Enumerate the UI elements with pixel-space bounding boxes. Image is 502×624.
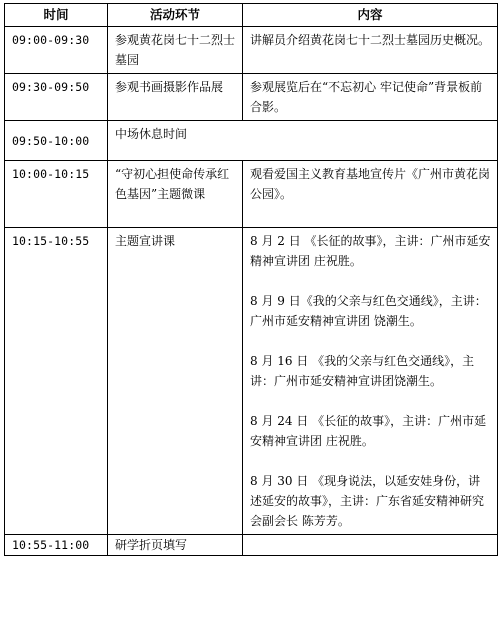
content-cell: 观看爱国主义教育基地宣传片《广州市黄花岗公园》。: [243, 161, 498, 228]
table-row: [5, 535, 498, 556]
table-row: [5, 228, 498, 535]
lecture-item: 8 月 9 日《我的父亲与红色交通线》，主讲：广州市延安精神宣讲团 饶潮生。: [250, 294, 487, 328]
header-row: [5, 4, 498, 27]
schedule-document: [4, 3, 498, 556]
header-content: 内容: [243, 4, 498, 27]
lecture-item: 8 月 2 日 《长征的故事》，主讲：广州市延安精神宣讲团 庄祝胜。: [250, 234, 491, 268]
header-activity: 活动环节: [108, 4, 243, 27]
content-cell: [243, 228, 498, 535]
activity-cell: 研学折页填写: [108, 535, 243, 556]
activity-cell: 参观书画摄影作品展: [108, 74, 243, 121]
schedule-table: [4, 3, 498, 556]
activity-cell: 主题宣讲课: [108, 228, 243, 535]
time-cell: 10:00-10:15: [5, 161, 108, 228]
time-cell: 10:55-11:00: [5, 535, 108, 556]
table-row: [5, 161, 498, 228]
break-cell: 中场休息时间: [108, 121, 498, 161]
content-cell: 参观展览后在“不忘初心 牢记使命”背景板前合影。: [243, 74, 498, 121]
activity-cell: 参观黄花岗七十二烈士墓园: [108, 27, 243, 74]
lecture-item: 8 月 30 日 《现身说法，以延安娃身份，讲述延安的故事》，主讲：广东省延安精神研究会副会长 陈芳芳。: [250, 474, 485, 528]
table-row: [5, 27, 498, 74]
time-cell: 09:00-09:30: [5, 27, 108, 74]
lecture-item: 8 月 16 日 《我的父亲与红色交通线》，主讲：广州市延安精神宣讲团饶潮生。: [250, 354, 475, 388]
table-row: [5, 121, 498, 161]
activity-cell: “守初心担使命传承红色基因”主题微课: [108, 161, 243, 228]
lecture-item: 8 月 24 日 《长征的故事》，主讲：广州市延安精神宣讲团 庄祝胜。: [250, 414, 487, 448]
table-row: [5, 74, 498, 121]
time-cell: 09:50-10:00: [5, 121, 108, 161]
header-time: 时间: [5, 4, 108, 27]
content-cell: 讲解员介绍黄花岗七十二烈士墓园历史概况。: [243, 27, 498, 74]
content-cell: [243, 535, 498, 556]
time-cell: 10:15-10:55: [5, 228, 108, 535]
time-cell: 09:30-09:50: [5, 74, 108, 121]
